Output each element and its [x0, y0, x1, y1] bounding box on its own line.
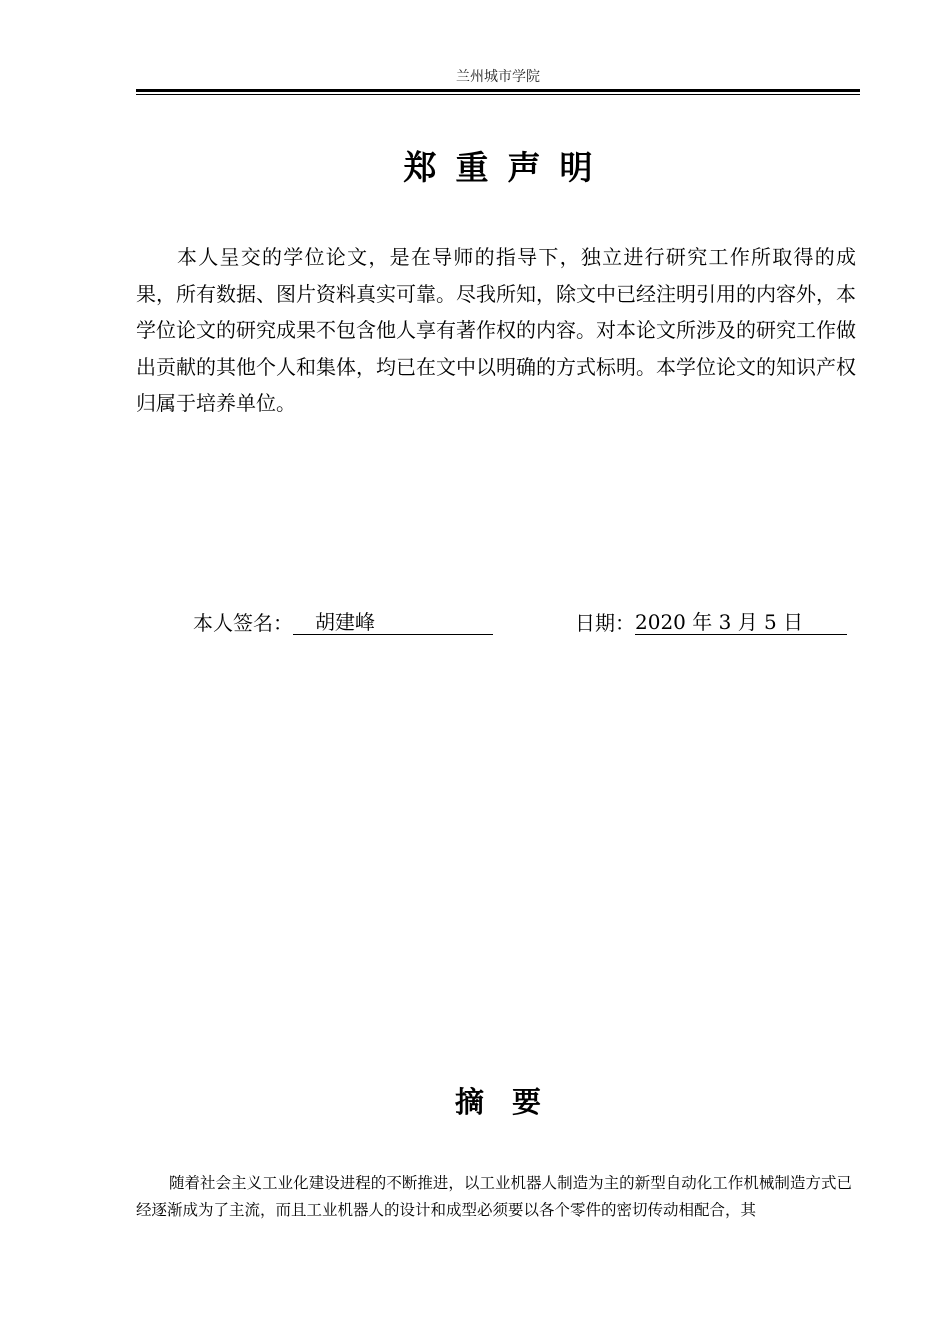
header-rule-thick — [136, 89, 860, 92]
header-rule-thin — [136, 94, 860, 95]
running-header: 兰州城市学院 — [456, 69, 540, 85]
signature-label: 本人签名： — [193, 611, 293, 635]
signature-field: 胡建峰 — [293, 609, 493, 635]
abstract-title: 摘要 — [454, 1085, 569, 1119]
date-line — [575, 608, 847, 638]
date-label: 日期： — [575, 611, 635, 635]
declaration-paragraph: 本人呈交的学位论文，是在导师的指导下，独立进行研究工作所取得的成果，所有数据、图片资料真实可靠。尽我所知，除文中已经注明引用的内容外，本学位论文的研究成果不包含他人享有著作权的内容。对本论文所涉及的研究工作做出贡献的其他个人和集体，均已在文中以明确的方式标明。本学位论文的知识产权归属于培养单位。 — [136, 245, 856, 415]
date-field: 2020 年 3 月 5 日 — [635, 609, 847, 635]
signature-line — [193, 608, 493, 638]
abstract-paragraph: 随着社会主义工业化建设进程的不断推进，以工业机器人制造为主的新型自动化工作机械制造方式已经逐渐成为了主流，而且工业机器人的设计和成型必须要以各个零件的密切传动相配合，其 — [136, 1174, 852, 1219]
declaration-title: 郑重声明 — [403, 148, 612, 187]
